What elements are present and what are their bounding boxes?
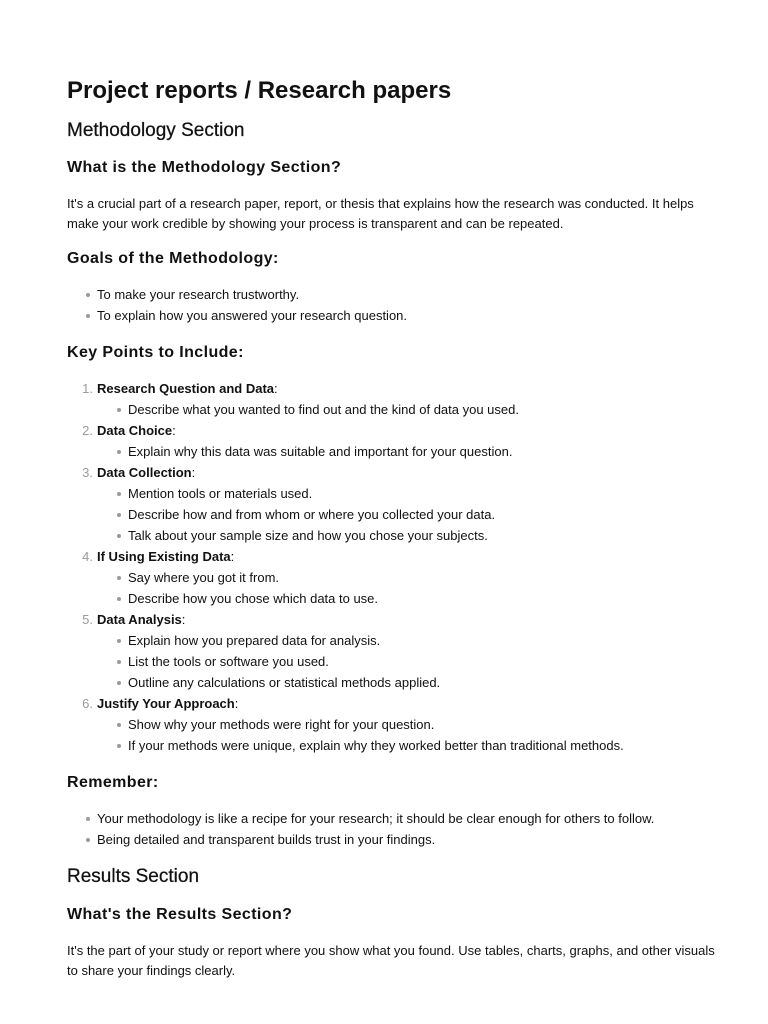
key-points-list bbox=[67, 380, 624, 758]
list-number: 4. bbox=[82, 549, 93, 564]
list-number: 5. bbox=[82, 612, 93, 627]
methodology-heading: Methodology Section bbox=[67, 120, 245, 141]
list-number: 6. bbox=[82, 696, 93, 711]
key-point-title: Data Analysis bbox=[97, 612, 182, 627]
key-point-item: 2. Data Choice: Explain why this data was suitable and important for your question. bbox=[67, 422, 624, 464]
list-item: Outline any calculations or statistical methods applied. bbox=[97, 674, 624, 695]
list-item: Being detailed and transparent builds trust in your findings. bbox=[67, 831, 654, 852]
list-item: Explain how you prepared data for analysis. bbox=[97, 632, 624, 653]
sub-list bbox=[97, 401, 624, 422]
page-title: Project reports / Research papers bbox=[67, 77, 452, 104]
list-item: Describe how you chose which data to use. bbox=[97, 590, 624, 611]
sub-list bbox=[97, 716, 624, 758]
methodology-what-text: It's a crucial part of a research paper, report, or thesis that explains how the research was conducted. It helps make your work credible by showing your process is transparent and can be repeated. bbox=[67, 196, 694, 231]
key-point-title: Data Choice bbox=[97, 423, 173, 438]
list-item: Show why your methods were right for your question. bbox=[97, 716, 624, 737]
list-item: Describe what you wanted to find out and the kind of data you used. bbox=[97, 401, 624, 422]
remember-heading: Remember: bbox=[67, 774, 159, 791]
sub-list bbox=[97, 485, 624, 548]
methodology-what-heading: What is the Methodology Section? bbox=[67, 159, 342, 176]
list-item: Describe how and from whom or where you collected your data. bbox=[97, 506, 624, 527]
key-point-item: 3. Data Collection: Mention tools or materials used. Describe how and from whom or where you collected your data. Talk about your sample size and how you chose your subjects. bbox=[67, 464, 624, 548]
list-item: Talk about your sample size and how you chose your subjects. bbox=[97, 527, 624, 548]
key-point-title: If Using Existing Data bbox=[97, 549, 231, 564]
list-number: 1. bbox=[82, 381, 93, 396]
list-item: To explain how you answered your research question. bbox=[67, 307, 407, 328]
results-what-heading: What's the Results Section? bbox=[67, 906, 293, 923]
results-what-text: It's the part of your study or report where you show what you found. Use tables, charts, graphs, and other visuals to share your findings clearly. bbox=[67, 943, 715, 978]
key-point-title: Research Question and Data bbox=[97, 381, 274, 396]
list-item: Your methodology is like a recipe for your research; it should be clear enough for others to follow. bbox=[67, 810, 654, 831]
key-point-item: 5. Data Analysis: Explain how you prepared data for analysis. List the tools or software you used. Outline any calculations or statistical methods applied. bbox=[67, 611, 624, 695]
list-item: If your methods were unique, explain why they worked better than traditional methods. bbox=[97, 737, 624, 758]
key-point-item: 1. Research Question and Data: Describe what you wanted to find out and the kind of data you used. bbox=[67, 380, 624, 422]
key-points-heading: Key Points to Include: bbox=[67, 344, 244, 361]
list-item: Say where you got it from. bbox=[97, 569, 624, 590]
sub-list bbox=[97, 632, 624, 695]
goals-list bbox=[67, 286, 407, 328]
goals-heading: Goals of the Methodology: bbox=[67, 250, 279, 267]
list-number: 2. bbox=[82, 423, 93, 438]
key-point-title: Justify Your Approach bbox=[97, 696, 235, 711]
list-item: Mention tools or materials used. bbox=[97, 485, 624, 506]
key-point-item: 4. If Using Existing Data: Say where you got it from. Describe how you chose which data to use. bbox=[67, 548, 624, 611]
list-item: Explain why this data was suitable and important for your question. bbox=[97, 443, 624, 464]
remember-list bbox=[67, 810, 654, 852]
sub-list bbox=[97, 569, 624, 611]
list-item: List the tools or software you used. bbox=[97, 653, 624, 674]
key-point-title: Data Collection bbox=[97, 465, 192, 480]
list-item: To make your research trustworthy. bbox=[67, 286, 407, 307]
results-heading: Results Section bbox=[67, 866, 200, 887]
sub-list bbox=[97, 443, 624, 464]
key-point-item: 6. Justify Your Approach: Show why your methods were right for your question. If your methods were unique, explain why they worked better than traditional methods. bbox=[67, 695, 624, 758]
list-number: 3. bbox=[82, 465, 93, 480]
